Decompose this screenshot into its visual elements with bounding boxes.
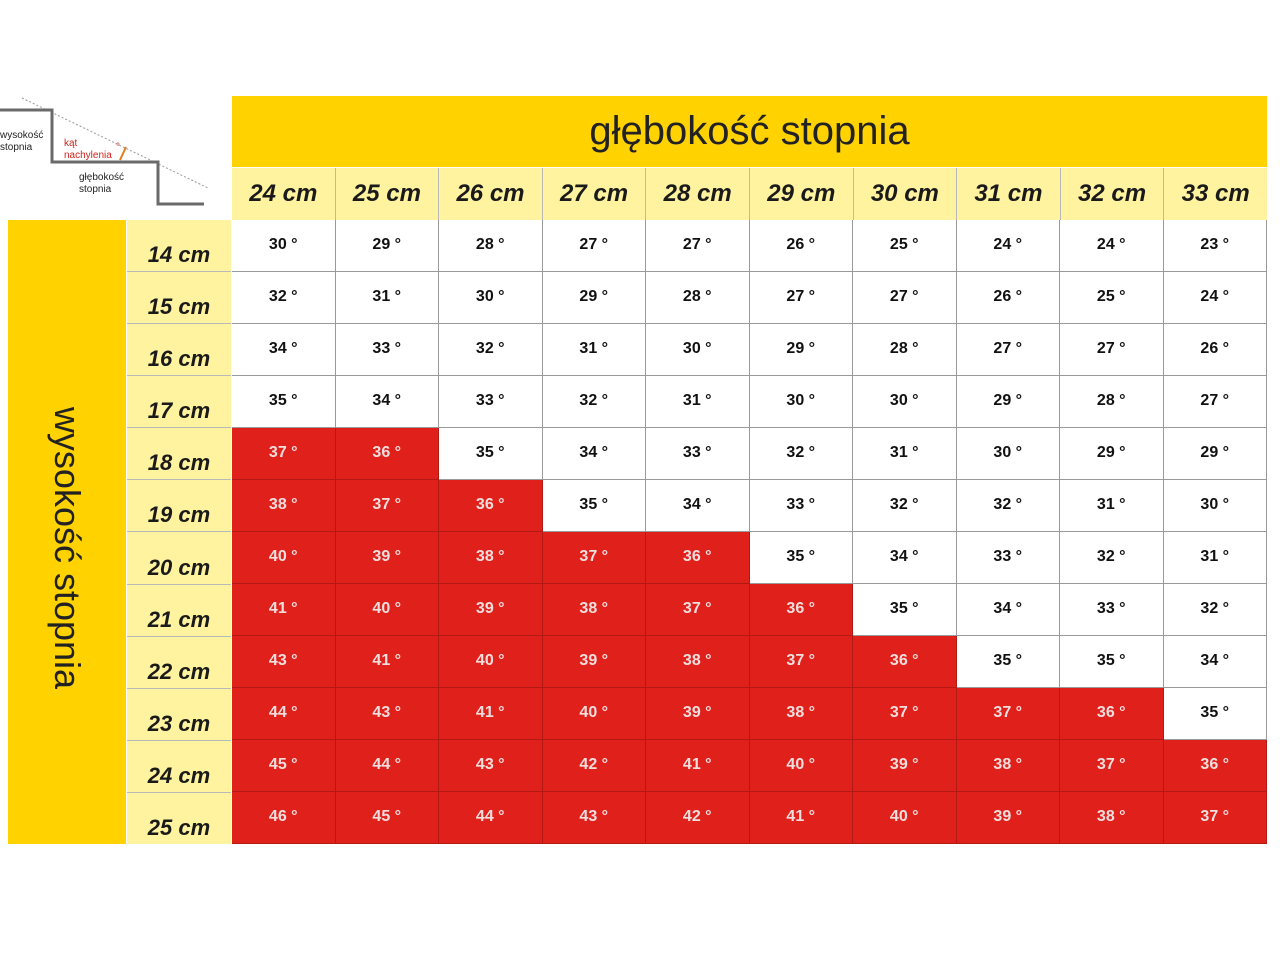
table-cell: 44 ° [336, 740, 440, 792]
table-cell: 37 ° [853, 688, 957, 740]
table-cell: 41 ° [336, 636, 440, 688]
row-header-column [127, 220, 231, 844]
table-cell: 34 ° [232, 324, 336, 376]
table-cell: 40 ° [439, 636, 543, 688]
table-cell: 35 ° [957, 636, 1061, 688]
table-cell: 40 ° [853, 792, 957, 844]
table-cell: 40 ° [543, 688, 647, 740]
table-cell: 45 ° [336, 792, 440, 844]
table-cell: 24 ° [1060, 220, 1164, 272]
row-header: 18 cm [127, 428, 231, 480]
table-cell: 37 ° [1060, 740, 1164, 792]
angle-table-grid [232, 220, 1267, 844]
table-cell: 28 ° [1060, 376, 1164, 428]
table-cell: 38 ° [646, 636, 750, 688]
table-cell: 29 ° [957, 376, 1061, 428]
table-cell: 36 ° [439, 480, 543, 532]
table-cell: 32 ° [957, 480, 1061, 532]
table-cell: 38 ° [232, 480, 336, 532]
row-header: 20 cm [127, 532, 231, 584]
table-cell: 30 ° [1164, 480, 1268, 532]
table-cell: 36 ° [750, 584, 854, 636]
table-cell: 29 ° [750, 324, 854, 376]
row-header: 14 cm [127, 220, 231, 272]
angle-degree-mark: ° [116, 142, 120, 153]
table-cell: 39 ° [336, 532, 440, 584]
depth-label-line2: stopnia [79, 184, 112, 195]
table-cell: 27 ° [957, 324, 1061, 376]
column-header: 25 cm [336, 168, 440, 220]
table-cell: 28 ° [439, 220, 543, 272]
table-cell: 39 ° [543, 636, 647, 688]
column-axis-title: głębokość stopnia [232, 96, 1267, 167]
row-header: 24 cm [127, 741, 231, 793]
table-cell: 24 ° [1164, 272, 1268, 324]
row-header: 17 cm [127, 376, 231, 428]
table-cell: 36 ° [1164, 740, 1268, 792]
column-header: 27 cm [543, 168, 647, 220]
angle-mark [120, 147, 126, 160]
table-cell: 33 ° [750, 480, 854, 532]
depth-label-line1: głębokość [79, 172, 125, 183]
table-cell: 24 ° [957, 220, 1061, 272]
table-cell: 31 ° [853, 428, 957, 480]
angle-label-line1: kąt [64, 138, 78, 149]
table-cell: 23 ° [1164, 220, 1268, 272]
column-header: 33 cm [1181, 180, 1250, 207]
row-header: 23 cm [127, 689, 231, 741]
table-cell: 27 ° [853, 272, 957, 324]
row-header: 22 cm [127, 637, 231, 689]
table-cell: 42 ° [646, 792, 750, 844]
table-cell: 39 ° [646, 688, 750, 740]
table-cell: 30 ° [853, 376, 957, 428]
table-cell: 38 ° [543, 584, 647, 636]
table-cell: 45 ° [232, 740, 336, 792]
table-cell: 36 ° [1060, 688, 1164, 740]
table-cell: 33 ° [336, 324, 440, 376]
table-cell: 28 ° [853, 324, 957, 376]
row-header: 19 cm [127, 480, 231, 532]
table-cell: 29 ° [1060, 428, 1164, 480]
table-cell: 38 ° [957, 740, 1061, 792]
column-header: 32 cm [1061, 168, 1165, 220]
table-cell: 37 ° [1164, 792, 1268, 844]
column-header: 31 cm [957, 168, 1061, 220]
table-cell: 39 ° [439, 584, 543, 636]
table-cell: 37 ° [646, 584, 750, 636]
column-header-row [232, 168, 1267, 220]
table-cell: 28 ° [646, 272, 750, 324]
table-cell: 38 ° [439, 532, 543, 584]
table-cell: 32 ° [543, 376, 647, 428]
table-cell: 34 ° [336, 376, 440, 428]
table-cell: 44 ° [232, 688, 336, 740]
table-cell: 30 ° [750, 376, 854, 428]
table-cell: 35 ° [232, 376, 336, 428]
row-header: 16 cm [127, 324, 231, 376]
table-cell: 33 ° [957, 532, 1061, 584]
table-cell: 35 ° [543, 480, 647, 532]
table-cell: 29 ° [1164, 428, 1268, 480]
table-cell: 31 ° [1060, 480, 1164, 532]
table-cell: 40 ° [336, 584, 440, 636]
table-cell: 43 ° [439, 740, 543, 792]
table-cell: 35 ° [439, 428, 543, 480]
row-axis-title: wysokość stopnia [47, 406, 88, 690]
row-header: 25 cm [147, 814, 211, 840]
table-cell: 40 ° [232, 532, 336, 584]
table-cell: 42 ° [543, 740, 647, 792]
table-cell: 39 ° [957, 792, 1061, 844]
table-cell: 38 ° [750, 688, 854, 740]
table-cell: 29 ° [336, 220, 440, 272]
height-label-line2: stopnia [0, 142, 33, 153]
table-cell: 37 ° [543, 532, 647, 584]
table-cell: 34 ° [853, 532, 957, 584]
table-cell: 41 ° [750, 792, 854, 844]
table-cell: 41 ° [232, 584, 336, 636]
column-header: 28 cm [646, 168, 750, 220]
table-cell: 31 ° [1164, 532, 1268, 584]
table-cell: 32 ° [750, 428, 854, 480]
row-header: 21 cm [127, 585, 231, 637]
table-cell: 33 ° [1060, 584, 1164, 636]
table-cell: 29 ° [543, 272, 647, 324]
table-cell: 31 ° [646, 376, 750, 428]
table-cell: 34 ° [957, 584, 1061, 636]
table-cell: 32 ° [853, 480, 957, 532]
table-cell: 36 ° [336, 428, 440, 480]
table-cell: 27 ° [750, 272, 854, 324]
table-cell: 32 ° [1060, 532, 1164, 584]
table-cell: 36 ° [646, 532, 750, 584]
angle-label-line2: nachylenia [64, 150, 112, 161]
table-cell: 26 ° [957, 272, 1061, 324]
row-header: 15 cm [127, 272, 231, 324]
table-cell: 37 ° [957, 688, 1061, 740]
table-cell: 27 ° [1060, 324, 1164, 376]
table-cell: 36 ° [853, 636, 957, 688]
column-header: 29 cm [750, 168, 854, 220]
table-cell: 43 ° [232, 636, 336, 688]
table-cell: 37 ° [232, 428, 336, 480]
table-cell: 27 ° [543, 220, 647, 272]
table-cell: 25 ° [853, 220, 957, 272]
table-cell: 25 ° [1060, 272, 1164, 324]
table-cell: 37 ° [750, 636, 854, 688]
column-header: 26 cm [439, 168, 543, 220]
column-header: 24 cm [232, 168, 336, 220]
table-cell: 30 ° [957, 428, 1061, 480]
table-cell: 30 ° [646, 324, 750, 376]
table-cell: 43 ° [543, 792, 647, 844]
table-cell: 34 ° [646, 480, 750, 532]
stair-diagram [0, 96, 230, 220]
table-cell: 46 ° [232, 792, 336, 844]
table-cell: 31 ° [336, 272, 440, 324]
table-cell: 38 ° [1060, 792, 1164, 844]
table-cell: 39 ° [853, 740, 957, 792]
table-cell: 33 ° [439, 376, 543, 428]
table-cell: 26 ° [750, 220, 854, 272]
table-cell: 26 ° [1164, 324, 1268, 376]
table-cell: 44 ° [439, 792, 543, 844]
table-cell: 41 ° [439, 688, 543, 740]
table-cell: 30 ° [439, 272, 543, 324]
table-cell: 35 ° [1060, 636, 1164, 688]
table-cell: 35 ° [853, 584, 957, 636]
table-cell: 34 ° [543, 428, 647, 480]
table-cell: 31 ° [543, 324, 647, 376]
table-cell: 27 ° [646, 220, 750, 272]
table-cell: 35 ° [1164, 688, 1268, 740]
column-header: 30 cm [854, 168, 958, 220]
table-cell: 33 ° [646, 428, 750, 480]
table-cell: 27 ° [1164, 376, 1268, 428]
height-label-line1: wysokość [0, 130, 44, 141]
table-cell: 30 ° [232, 220, 336, 272]
table-cell: 43 ° [336, 688, 440, 740]
table-cell: 40 ° [750, 740, 854, 792]
table-cell: 41 ° [646, 740, 750, 792]
table-cell: 32 ° [1164, 584, 1268, 636]
table-cell: 32 ° [232, 272, 336, 324]
table-cell: 32 ° [439, 324, 543, 376]
table-cell: 35 ° [750, 532, 854, 584]
table-cell: 34 ° [1164, 636, 1268, 688]
table-cell: 37 ° [336, 480, 440, 532]
